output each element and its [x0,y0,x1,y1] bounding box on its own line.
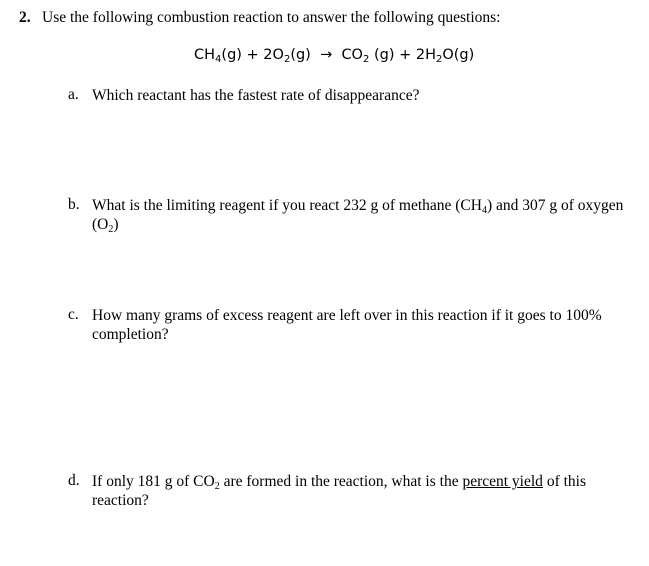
part-d-line-2: reaction? [92,492,149,509]
eq-arrow: → [320,47,333,63]
eq-water-subscript: 2 [435,54,443,65]
eq-oxygen-state: (g) [290,47,311,63]
part-d-line-1 [92,472,586,491]
part-b-line-1-post: ) and 307 g of oxygen [486,197,624,214]
part-b-line-2-post: ) [113,216,119,233]
part-d-line-1-pre: If only 181 g of CO [92,473,215,490]
part-b-line-2-subscript: 2 [108,224,114,235]
part-b-text [92,196,623,234]
part-b-line-1-subscript: 4 [481,205,487,216]
percent-yield-term: percent yield [462,473,543,490]
combustion-equation [194,47,474,63]
part-b-line-2-pre: (O [92,216,109,233]
eq-methane-subscript: 4 [215,54,222,65]
question-number: 2. [19,9,31,26]
part-c-text [92,306,602,344]
part-c-line-1: How many grams of excess reagent are left over in this reaction if it goes to 100% [92,307,602,324]
eq-methane: CH [194,47,216,63]
eq-co2-state: (g) + 2H [373,47,436,63]
part-a-text: Which reactant has the fastest rate of disappearance? [92,87,420,104]
part-d-text [92,472,586,510]
eq-co2-subscript: 2 [362,54,370,65]
eq-carbon-dioxide: CO [341,47,363,63]
part-b-line-1-pre: What is the limiting reagent if you react 232 g of methane (CH [92,197,482,214]
part-d-line-1-mid: are formed in the reaction, what is the [219,473,463,490]
eq-oxygen-subscript: 2 [283,54,291,65]
part-d-line-1-subscript: 2 [214,481,220,492]
part-c-line-2: completion? [92,326,169,343]
part-d-line-1-post: of this [542,473,586,490]
eq-methane-state: (g) + 2O [221,47,284,63]
part-b-marker: b. [68,196,80,213]
part-b-line-1 [92,196,623,215]
part-d-marker: d. [68,472,80,489]
question-prompt: Use the following combustion reaction to answer the following questions: [42,9,501,26]
part-a-marker: a. [68,86,79,103]
eq-water-rest: O(g) [442,47,475,63]
part-b-line-2 [92,215,623,234]
part-c-marker: c. [68,306,79,323]
